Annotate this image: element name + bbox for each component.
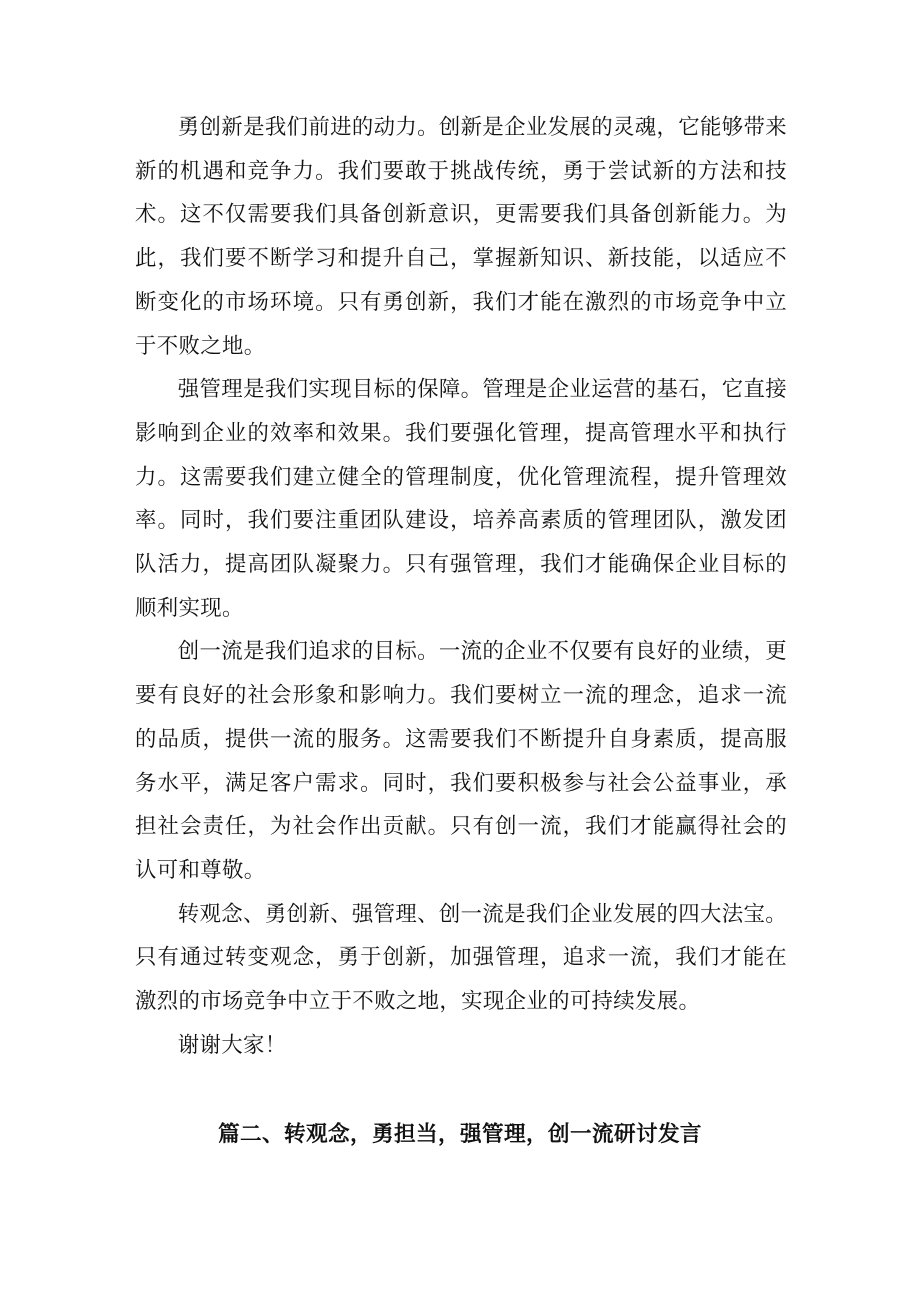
paragraph-thanks: 谢谢大家！	[177, 1032, 287, 1058]
document-body	[135, 106, 787, 1067]
paragraph-management: 强管理是我们实现目标的保障。管理是企业运营的基石，它直接影响到企业的效率和效果。我们要强化管理，提高管理水平和执行力。这需要我们建立健全的管理制度，优化管理流程，提升管理效率。同时，我们要注重团队建设，培养高素质的管理团队，激发团队活力，提高团队凝聚力。只有强管理，我们才能确保企业目标的顺利实现。	[135, 377, 787, 621]
section-heading: 篇二、转观念，勇担当，强管理，创一流研讨发言	[218, 1122, 702, 1147]
paragraph-innovation: 勇创新是我们前进的动力。创新是企业发展的灵魂，它能够带来新的机遇和竞争力。我们要敢于挑战传统，勇于尝试新的方法和技术。这不仅需要我们具备创新意识，更需要我们具备创新能力。为此，我们要不断学习和提升自己，掌握新知识、新技能，以适应不断变化的市场环境。只有勇创新，我们才能在激烈的市场竞争中立于不败之地。	[135, 115, 787, 359]
paragraph-first-class: 创一流是我们追求的目标。一流的企业不仅要有良好的业绩，更要有良好的社会形象和影响力。我们要树立一流的理念，追求一流的品质，提供一流的服务。这需要我们不断提升自身素质，提高服务水平，满足客户需求。同时，我们要积极参与社会公益事业，承担社会责任，为社会作出贡献。只有创一流，我们才能赢得社会的认可和尊敬。	[135, 639, 787, 883]
paragraph-summary: 转观念、勇创新、强管理、创一流是我们企业发展的四大法宝。只有通过转变观念，勇于创新，加强管理，追求一流，我们才能在激烈的市场竞争中立于不败之地，实现企业的可持续发展。	[135, 901, 787, 1015]
